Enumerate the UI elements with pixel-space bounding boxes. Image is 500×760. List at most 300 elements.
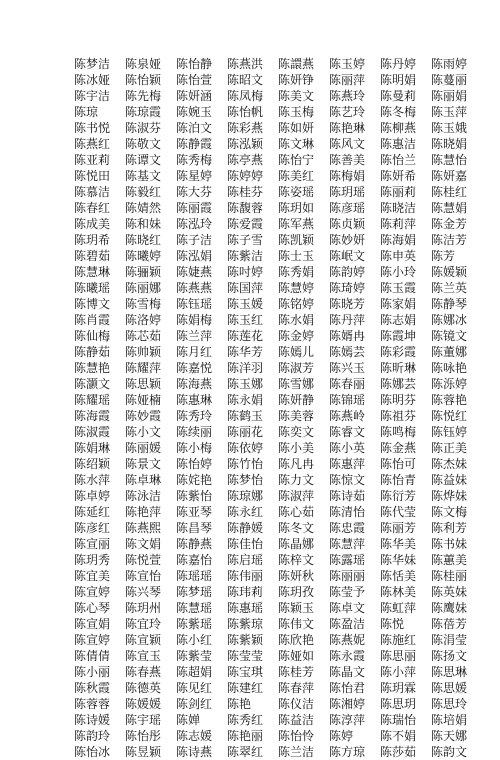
name-cell: 陈铭婷 bbox=[278, 297, 315, 311]
name-cell: 陈小玲 bbox=[380, 265, 417, 279]
name-cell: 陈永红 bbox=[227, 505, 264, 519]
name-cell: 陈雪梅 bbox=[125, 297, 162, 311]
name-cell: 陈代莹 bbox=[380, 505, 417, 519]
name-cell: 陈秀娟 bbox=[278, 265, 315, 279]
name-cell: 陈艳琳 bbox=[329, 121, 366, 135]
name-cell: 陈泓颖 bbox=[227, 137, 264, 151]
name-cell: 陈慧艳 bbox=[74, 361, 111, 375]
name-cell: 陈艳萍 bbox=[125, 505, 162, 519]
name-cell: 陈慧娟 bbox=[431, 201, 468, 215]
name-cell: 陈烨妹 bbox=[431, 489, 468, 503]
name-cell: 陈紫颖 bbox=[227, 633, 264, 647]
name-cell: 陈泺婷 bbox=[431, 377, 468, 391]
name-cell: 陈仪洁 bbox=[278, 697, 315, 711]
name-row bbox=[74, 248, 482, 264]
name-cell: 陈英妹 bbox=[431, 585, 468, 599]
name-cell: 陈莉萍 bbox=[380, 217, 417, 231]
name-cell: 陈续丽 bbox=[176, 425, 213, 439]
name-cell: 陈水萍 bbox=[74, 473, 111, 487]
name-cell: 陈佳怡 bbox=[227, 537, 264, 551]
name-cell: 陈宇瑶 bbox=[125, 713, 162, 727]
name-cell: 陈清怡 bbox=[329, 505, 366, 519]
name-cell: 陈韵玲 bbox=[74, 729, 111, 743]
name-row bbox=[74, 168, 482, 184]
name-row bbox=[74, 744, 482, 760]
name-cell: 陈翠红 bbox=[227, 745, 264, 759]
name-cell: 陈子洁 bbox=[176, 233, 213, 247]
name-cell: 陈见红 bbox=[176, 681, 213, 695]
name-cell: 陈华芳 bbox=[227, 345, 264, 359]
name-cell: 陈娟琳 bbox=[74, 441, 111, 455]
name-cell: 陈诗燕 bbox=[176, 745, 213, 759]
name-cell: 陈宣玉 bbox=[125, 649, 162, 663]
name-cell: 陈妙妍 bbox=[329, 233, 366, 247]
name-row bbox=[74, 568, 482, 584]
name-cell: 陈慧怡 bbox=[431, 153, 468, 167]
name-cell: 陈琼霞 bbox=[125, 105, 162, 119]
name-cell: 陈兴琴 bbox=[125, 585, 162, 599]
name-cell: 陈心琴 bbox=[74, 601, 111, 615]
name-cell: 陈彩燕 bbox=[227, 121, 264, 135]
name-row bbox=[74, 712, 482, 728]
name-cell: 陈慧婷 bbox=[278, 281, 315, 295]
name-cell: 陈冬梅 bbox=[380, 105, 417, 119]
name-cell: 陈梓文 bbox=[278, 553, 315, 567]
name-cell: 陈晶娜 bbox=[278, 537, 315, 551]
name-cell: 陈燕玲 bbox=[329, 89, 366, 103]
name-cell: 陈思媛 bbox=[431, 681, 468, 695]
name-row bbox=[74, 664, 482, 680]
name-cell: 陈卓琳 bbox=[125, 473, 162, 487]
name-cell: 陈丽莉 bbox=[380, 185, 417, 199]
name-cell: 陈华妹 bbox=[380, 553, 417, 567]
name-cell: 陈凯颖 bbox=[278, 233, 315, 247]
name-cell: 陈大芬 bbox=[176, 185, 213, 199]
name-cell: 陈晓娟 bbox=[431, 137, 468, 151]
name-cell: 陈媛媛 bbox=[125, 697, 162, 711]
name-cell: 陈姿瑶 bbox=[278, 185, 315, 199]
name-cell: 陈申英 bbox=[380, 249, 417, 263]
name-cell: 陈丽霞 bbox=[176, 201, 213, 215]
name-cell: 陈玥秀 bbox=[74, 553, 111, 567]
name-cell: 陈文琳 bbox=[278, 137, 315, 151]
name-cell: 陈德英 bbox=[125, 681, 162, 695]
name-cell: 陈毅红 bbox=[125, 185, 162, 199]
name-cell: 陈湘婷 bbox=[329, 697, 366, 711]
name-cell: 陈小美 bbox=[278, 441, 315, 455]
name-cell: 陈施红 bbox=[380, 633, 417, 647]
name-cell: 陈昭文 bbox=[227, 73, 264, 87]
name-row bbox=[74, 152, 482, 168]
name-cell: 陈心茹 bbox=[278, 505, 315, 519]
name-cell: 陈碧茹 bbox=[74, 249, 111, 263]
name-cell: 陈宇洁 bbox=[74, 89, 111, 103]
name-cell: 陈华美 bbox=[380, 537, 417, 551]
name-cell: 陈昕琳 bbox=[380, 361, 417, 375]
name-row bbox=[74, 120, 482, 136]
name-cell: 陈嘉悦 bbox=[176, 361, 213, 375]
name-cell: 陈不娟 bbox=[380, 729, 417, 743]
name-cell: 陈晓芳 bbox=[329, 297, 366, 311]
name-cell: 陈惠琳 bbox=[176, 393, 213, 407]
name-cell: 陈颖玉 bbox=[278, 601, 315, 615]
name-cell: 陈正美 bbox=[431, 441, 468, 455]
name-cell: 陈钰瑶 bbox=[176, 297, 213, 311]
name-cell: 陈丽娜 bbox=[125, 281, 162, 295]
name-row bbox=[74, 216, 482, 232]
name-cell: 陈耀萍 bbox=[125, 361, 162, 375]
name-cell: 陈思玥 bbox=[380, 697, 417, 711]
name-cell: 陈燕燕 bbox=[176, 281, 213, 295]
name-cell: 陈艳丽 bbox=[227, 729, 264, 743]
name-cell: 陈亭燕 bbox=[227, 153, 264, 167]
name-cell: 陈怡冰 bbox=[74, 745, 111, 759]
name-cell: 陈家娟 bbox=[380, 297, 417, 311]
name-cell: 陈梦洁 bbox=[74, 57, 111, 71]
name-cell: 陈美文 bbox=[278, 89, 315, 103]
name-row bbox=[74, 184, 482, 200]
name-cell: 陈风文 bbox=[329, 137, 366, 151]
name-cell: 陈蔓丽 bbox=[431, 73, 468, 87]
name-cell: 陈小英 bbox=[329, 441, 366, 455]
name-row bbox=[74, 728, 482, 744]
name-cell: 陈悦萱 bbox=[125, 553, 162, 567]
name-cell: 陈宣婷 bbox=[74, 633, 111, 647]
name-cell: 陈桂芳 bbox=[278, 665, 315, 679]
name-cell: 陈玉娥 bbox=[431, 121, 468, 135]
name-cell: 陈霞坤 bbox=[380, 329, 417, 343]
name-cell: 陈建红 bbox=[227, 681, 264, 695]
name-row bbox=[74, 392, 482, 408]
name-cell: 陈鸣梅 bbox=[380, 425, 417, 439]
name-row bbox=[74, 312, 482, 328]
name-cell: 陈玥希 bbox=[74, 233, 111, 247]
name-cell: 陈紫瑶 bbox=[176, 617, 213, 631]
name-cell: 陈爱霞 bbox=[227, 217, 264, 231]
name-cell: 陈曦瑶 bbox=[74, 281, 111, 295]
name-cell: 陈忠霞 bbox=[329, 521, 366, 535]
name-cell: 陈兰洁 bbox=[278, 745, 315, 759]
name-cell: 陈桂丽 bbox=[431, 569, 468, 583]
name-cell: 陈灏文 bbox=[74, 377, 111, 391]
name-row bbox=[74, 632, 482, 648]
name-cell: 陈祖芬 bbox=[380, 409, 417, 423]
name-cell: 陈怡彤 bbox=[125, 729, 162, 743]
name-cell: 陈玉红 bbox=[227, 313, 264, 327]
name-row bbox=[74, 504, 482, 520]
name-cell: 陈娅如 bbox=[278, 649, 315, 663]
name-cell: 陈妍静 bbox=[278, 393, 315, 407]
name-cell: 陈盈洁 bbox=[329, 617, 366, 631]
name-cell: 陈慧萍 bbox=[329, 537, 366, 551]
name-cell: 陈紫莹 bbox=[176, 649, 213, 663]
name-cell: 陈瑶瑶 bbox=[176, 569, 213, 583]
name-cell: 陈耀瑶 bbox=[74, 393, 111, 407]
name-cell: 陈小文 bbox=[125, 425, 162, 439]
name-cell: 陈帅颖 bbox=[125, 345, 162, 359]
name-row bbox=[74, 328, 482, 344]
name-cell: 陈军燕 bbox=[278, 217, 315, 231]
name-cell: 陈彦瑶 bbox=[329, 201, 366, 215]
name-cell: 陈兴玉 bbox=[329, 361, 366, 375]
name-cell: 陈锦瑶 bbox=[329, 393, 366, 407]
name-cell: 陈秀玲 bbox=[176, 409, 213, 423]
name-cell: 陈慧琳 bbox=[74, 265, 111, 279]
name-cell: 陈蓉艳 bbox=[431, 393, 468, 407]
name-cell: 陈艺玲 bbox=[329, 105, 366, 119]
name-cell: 陈春丽 bbox=[329, 377, 366, 391]
name-cell: 陈艳 bbox=[227, 697, 252, 711]
name-cell: 陈馥蓉 bbox=[227, 201, 264, 215]
name-cell: 陈倩倩 bbox=[74, 649, 111, 663]
name-cell: 陈春萍 bbox=[278, 681, 315, 695]
name-cell: 陈燕熙 bbox=[125, 521, 162, 535]
name-cell: 陈亚琴 bbox=[176, 505, 213, 519]
name-cell: 陈玥孜 bbox=[278, 585, 315, 599]
name-cell: 陈金芳 bbox=[431, 217, 468, 231]
name-cell: 陈兰英 bbox=[431, 281, 468, 295]
name-cell: 陈怡宁 bbox=[278, 153, 315, 167]
name-cell: 陈泊文 bbox=[176, 121, 213, 135]
name-cell: 陈月红 bbox=[176, 345, 213, 359]
name-cell: 陈先梅 bbox=[125, 89, 162, 103]
name-cell: 陈婵 bbox=[176, 713, 201, 727]
name-cell: 陈露瑶 bbox=[329, 553, 366, 567]
name-cell: 陈美蓉 bbox=[278, 409, 315, 423]
name-cell: 陈婕燕 bbox=[176, 265, 213, 279]
name-row bbox=[74, 424, 482, 440]
name-row bbox=[74, 552, 482, 568]
name-cell: 陈培娟 bbox=[431, 713, 468, 727]
name-cell: 陈贞颖 bbox=[329, 217, 366, 231]
name-cell: 陈洛婷 bbox=[125, 313, 162, 327]
name-row bbox=[74, 600, 482, 616]
name-cell: 陈宣娟 bbox=[74, 617, 111, 631]
name-cell: 陈玉霞 bbox=[380, 281, 417, 295]
name-row bbox=[74, 280, 482, 296]
name-cell: 陈宣颖 bbox=[125, 633, 162, 647]
name-cell: 陈婉玉 bbox=[176, 105, 213, 119]
name-cell: 陈镜文 bbox=[431, 329, 468, 343]
name-cell: 陈泳洁 bbox=[125, 489, 162, 503]
name-cell: 陈玥如 bbox=[278, 201, 315, 215]
name-cell: 陈雨婷 bbox=[431, 57, 468, 71]
name-cell: 陈譞燕 bbox=[278, 57, 315, 71]
name-cell: 陈依婷 bbox=[227, 441, 264, 455]
name-cell: 陈静燕 bbox=[176, 537, 213, 551]
name-cell: 陈思颖 bbox=[125, 377, 162, 391]
name-cell: 陈绍颖 bbox=[74, 457, 111, 471]
name-cell: 陈永娟 bbox=[227, 393, 264, 407]
name-cell: 陈秀梅 bbox=[176, 153, 213, 167]
name-row bbox=[74, 696, 482, 712]
name-cell: 陈钰婷 bbox=[431, 425, 468, 439]
name-cell: 陈玉萍 bbox=[431, 105, 468, 119]
name-cell: 陈韵文 bbox=[431, 745, 468, 759]
name-cell: 陈泓娟 bbox=[176, 249, 213, 263]
name-cell: 陈敬文 bbox=[125, 137, 162, 151]
name-cell: 陈小梅 bbox=[176, 441, 213, 455]
name-cell: 陈丽花 bbox=[227, 425, 264, 439]
name-cell: 陈美红 bbox=[278, 169, 315, 183]
name-cell: 陈丽娟 bbox=[431, 89, 468, 103]
name-cell: 陈秋霞 bbox=[74, 681, 111, 695]
name-cell: 陈紫洁 bbox=[227, 249, 264, 263]
name-cell: 陈惠萍 bbox=[329, 457, 366, 471]
name-cell: 陈基文 bbox=[125, 169, 162, 183]
name-cell: 陈燕洪 bbox=[227, 57, 264, 71]
name-cell: 陈竹怡 bbox=[227, 457, 264, 471]
name-cell: 陈冰娅 bbox=[74, 73, 111, 87]
name-cell: 陈怡君 bbox=[329, 681, 366, 695]
name-cell: 陈怡怜 bbox=[278, 729, 315, 743]
name-cell: 陈书妹 bbox=[431, 537, 468, 551]
name-row bbox=[74, 88, 482, 104]
name-cell: 陈玮莉 bbox=[227, 585, 264, 599]
name-row bbox=[74, 104, 482, 120]
name-cell: 陈琼娜 bbox=[227, 489, 264, 503]
name-cell: 陈丹婷 bbox=[380, 57, 417, 71]
name-cell: 陈洋羽 bbox=[227, 361, 264, 375]
name-cell: 陈海娟 bbox=[380, 233, 417, 247]
name-cell: 陈娅楠 bbox=[125, 393, 162, 407]
name-cell: 陈超娟 bbox=[176, 665, 213, 679]
name-cell: 陈志媛 bbox=[176, 729, 213, 743]
name-row bbox=[74, 616, 482, 632]
name-cell: 陈小萍 bbox=[380, 665, 417, 679]
name-cell: 陈思玲 bbox=[431, 697, 468, 711]
name-cell: 陈曼莉 bbox=[380, 89, 417, 103]
name-cell: 陈冬文 bbox=[278, 521, 315, 535]
name-cell: 陈利芳 bbox=[431, 521, 468, 535]
name-cell: 陈怡婷 bbox=[176, 457, 213, 471]
name-cell: 陈睿文 bbox=[329, 425, 366, 439]
name-cell: 陈嘉怡 bbox=[176, 553, 213, 567]
name-cell: 陈芯茹 bbox=[125, 329, 162, 343]
name-cell: 陈韵婷 bbox=[329, 265, 366, 279]
name-cell: 陈慕洁 bbox=[74, 185, 111, 199]
name-cell: 陈金婷 bbox=[278, 329, 315, 343]
name-cell: 陈岷文 bbox=[329, 249, 366, 263]
name-cell: 陈晓洁 bbox=[380, 201, 417, 215]
name-cell: 陈明娟 bbox=[380, 73, 417, 87]
name-cell: 陈悦 bbox=[380, 617, 405, 631]
name-cell: 陈林美 bbox=[380, 585, 417, 599]
name-row bbox=[74, 472, 482, 488]
name-cell: 陈怡帆 bbox=[227, 105, 264, 119]
name-cell: 陈凡冉 bbox=[278, 457, 315, 471]
name-cell: 陈小丽 bbox=[74, 665, 111, 679]
name-cell: 陈彩霞 bbox=[380, 345, 417, 359]
name-cell: 陈亚莉 bbox=[74, 153, 111, 167]
name-cell: 陈晶文 bbox=[329, 665, 366, 679]
name-cell: 陈延红 bbox=[74, 505, 111, 519]
name-cell: 陈嫣芸 bbox=[329, 345, 366, 359]
name-row bbox=[74, 408, 482, 424]
name-cell: 陈娜冰 bbox=[431, 313, 468, 327]
name-cell: 陈丽芳 bbox=[380, 521, 417, 535]
name-cell: 陈鹰妹 bbox=[431, 601, 468, 615]
name-cell: 陈惠瑶 bbox=[227, 601, 264, 615]
name-cell: 陈静媛 bbox=[227, 521, 264, 535]
name-cell: 陈莹莹 bbox=[227, 649, 264, 663]
name-cell: 陈思琳 bbox=[431, 665, 468, 679]
name-cell: 陈虹萍 bbox=[380, 601, 417, 615]
name-cell: 陈秀红 bbox=[227, 713, 264, 727]
name-cell: 陈启瑶 bbox=[227, 553, 264, 567]
name-cell: 陈桂芬 bbox=[227, 185, 264, 199]
name-cell: 陈卓文 bbox=[329, 601, 366, 615]
name-cell: 陈泉娅 bbox=[125, 57, 162, 71]
name-cell: 陈海燕 bbox=[176, 377, 213, 391]
name-cell: 陈子雪 bbox=[227, 233, 264, 247]
name-cell: 陈妍涵 bbox=[176, 89, 213, 103]
name-cell: 陈惠洁 bbox=[380, 137, 417, 151]
name-cell: 陈和妹 bbox=[125, 217, 162, 231]
name-cell: 陈丽媛 bbox=[125, 441, 162, 455]
name-cell: 陈春红 bbox=[74, 201, 111, 215]
name-cell: 陈婧然 bbox=[125, 201, 162, 215]
name-row bbox=[74, 584, 482, 600]
name-cell: 陈慧瑶 bbox=[176, 601, 213, 615]
name-row bbox=[74, 488, 482, 504]
name-cell: 陈明芬 bbox=[380, 393, 417, 407]
name-cell: 陈昱颖 bbox=[125, 745, 162, 759]
name-row bbox=[74, 376, 482, 392]
name-cell: 陈水娟 bbox=[278, 313, 315, 327]
name-cell: 陈梅娟 bbox=[329, 169, 366, 183]
name-cell: 陈雪娜 bbox=[278, 377, 315, 391]
name-cell: 陈诗茹 bbox=[329, 489, 366, 503]
name-cell: 陈玉梅 bbox=[278, 105, 315, 119]
name-cell: 陈宝琪 bbox=[227, 665, 264, 679]
name-cell: 陈姹艳 bbox=[176, 473, 213, 487]
name-cell: 陈剑红 bbox=[176, 697, 213, 711]
name-cell: 陈静霞 bbox=[176, 137, 213, 151]
name-cell: 陈吋婷 bbox=[227, 265, 264, 279]
name-cell: 陈妍希 bbox=[380, 169, 417, 183]
name-cell: 陈曦婷 bbox=[125, 249, 162, 263]
name-cell: 陈董娜 bbox=[431, 345, 468, 359]
name-row bbox=[74, 72, 482, 88]
name-cell: 陈卓婷 bbox=[74, 489, 111, 503]
name-cell: 陈肖霞 bbox=[74, 313, 111, 327]
name-cell: 陈燕妮 bbox=[329, 633, 366, 647]
name-cell: 陈婿冉 bbox=[329, 329, 366, 343]
name-cell: 陈淑芳 bbox=[278, 361, 315, 375]
name-row bbox=[74, 360, 482, 376]
name-cell: 陈媛颖 bbox=[431, 265, 468, 279]
name-cell: 陈怡萱 bbox=[176, 73, 213, 87]
name-cell: 陈蓓芳 bbox=[431, 617, 468, 631]
name-cell: 陈博文 bbox=[74, 297, 111, 311]
name-cell: 陈益妹 bbox=[431, 473, 468, 487]
name-cell: 陈悦田 bbox=[74, 169, 111, 183]
name-cell: 陈洁芳 bbox=[431, 233, 468, 247]
name-cell: 陈淑萍 bbox=[278, 489, 315, 503]
name-cell: 陈紫怡 bbox=[176, 489, 213, 503]
name-cell: 陈芳 bbox=[431, 249, 456, 263]
name-cell: 陈杰妹 bbox=[431, 457, 468, 471]
name-cell: 陈燕红 bbox=[74, 137, 111, 151]
name-cell: 陈奕文 bbox=[278, 425, 315, 439]
name-cell: 陈宣丽 bbox=[74, 537, 111, 551]
name-cell: 陈扬文 bbox=[431, 649, 468, 663]
name-cell: 陈妍铮 bbox=[278, 73, 315, 87]
name-cell: 陈诗媛 bbox=[74, 713, 111, 727]
name-row bbox=[74, 200, 482, 216]
name-cell: 陈嫣儿 bbox=[278, 345, 315, 359]
